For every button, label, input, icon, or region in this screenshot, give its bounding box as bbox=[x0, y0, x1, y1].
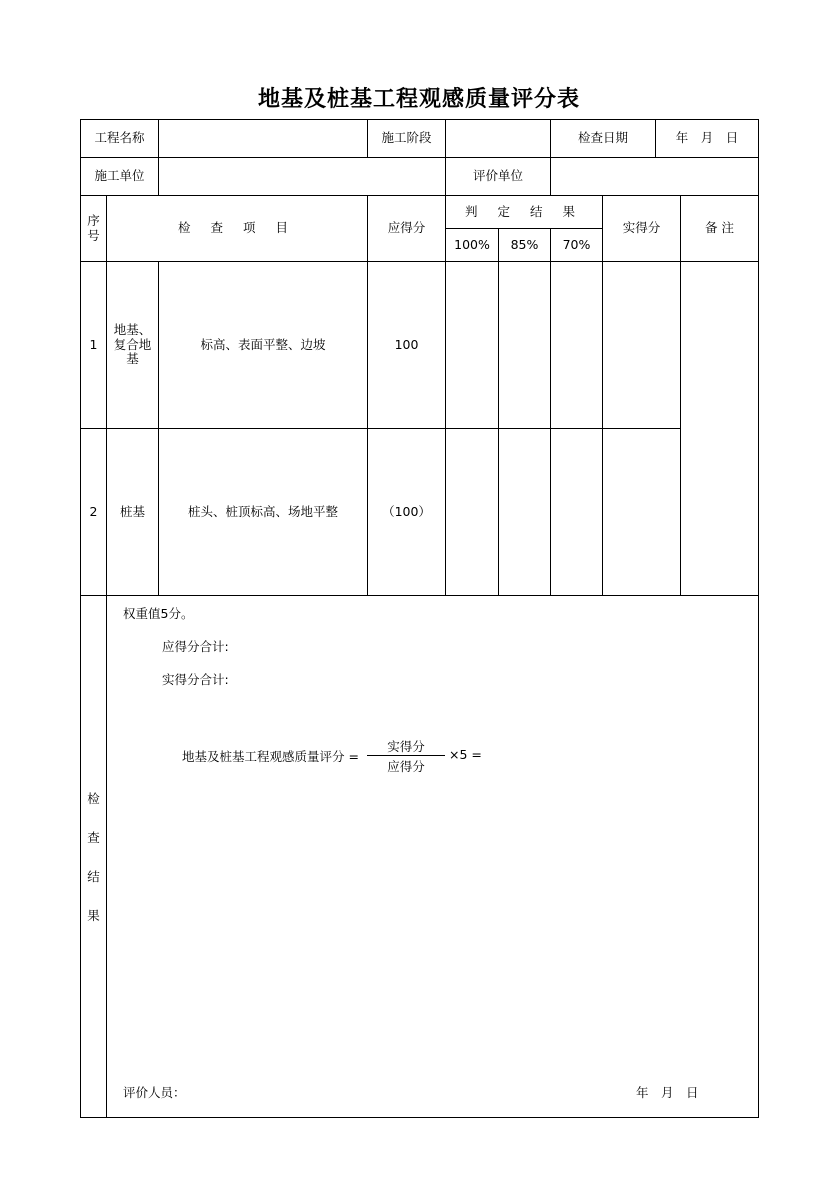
check-date-field[interactable]: 年 月 日 bbox=[655, 119, 759, 158]
formula-lhs: 地基及桩基工程观感质量评分 = bbox=[182, 749, 359, 764]
construction-unit-label: 施工单位 bbox=[80, 157, 159, 196]
row-2-item: 桩头、桩顶标高、场地平整 bbox=[158, 428, 368, 596]
evaluator-label: 评价人员： bbox=[123, 1085, 186, 1100]
project-name-label: 工程名称 bbox=[80, 119, 159, 158]
seq-header: 序号 bbox=[80, 195, 107, 262]
actual-score-header: 实得分 bbox=[602, 195, 681, 262]
row-2-actual-score-cell[interactable] bbox=[602, 428, 681, 596]
row-1-seq: 1 bbox=[80, 261, 107, 429]
project-name-field[interactable] bbox=[158, 119, 368, 158]
row-1-pct70-cell[interactable] bbox=[550, 261, 603, 429]
evaluation-unit-field[interactable] bbox=[550, 157, 759, 196]
stage-label: 施工阶段 bbox=[367, 119, 446, 158]
pct70-header: 70% bbox=[550, 228, 603, 262]
evaluation-date: 年 月 日 bbox=[636, 1085, 699, 1100]
row-1-category: 地基、复合地基 bbox=[106, 261, 159, 429]
result-label: 检查结果 bbox=[80, 595, 107, 1118]
weight-text: 权重值5分。 bbox=[123, 606, 194, 621]
row-2-seq: 2 bbox=[80, 428, 107, 596]
remarks-header: 备 注 bbox=[680, 195, 759, 262]
stage-field[interactable] bbox=[445, 119, 551, 158]
remarks-cell[interactable] bbox=[680, 261, 759, 596]
row-2-category: 桩基 bbox=[106, 428, 159, 596]
formula-denominator: 应得分 bbox=[387, 759, 425, 774]
fraction-bar bbox=[367, 755, 445, 756]
formula-tail: ×5 = bbox=[449, 747, 482, 762]
pct100-header: 100% bbox=[445, 228, 499, 262]
row-1-pct85-cell[interactable] bbox=[498, 261, 551, 429]
row-1-should-score: 100 bbox=[367, 261, 446, 429]
row-1-item: 标高、表面平整、边坡 bbox=[158, 261, 368, 429]
check-date-label: 检查日期 bbox=[550, 119, 656, 158]
actual-total-text: 实得分合计: bbox=[162, 672, 229, 687]
construction-unit-field[interactable] bbox=[158, 157, 446, 196]
item-header: 检 查 项 目 bbox=[106, 195, 368, 262]
should-score-header: 应得分 bbox=[367, 195, 446, 262]
row-1-pct100-cell[interactable] bbox=[445, 261, 499, 429]
judgement-header: 判 定 结 果 bbox=[445, 195, 603, 229]
row-1-actual-score-cell[interactable] bbox=[602, 261, 681, 429]
formula-numerator: 实得分 bbox=[387, 739, 425, 754]
row-2-pct85-cell[interactable] bbox=[498, 428, 551, 596]
should-total-text: 应得分合计: bbox=[162, 639, 229, 654]
row-2-pct100-cell[interactable] bbox=[445, 428, 499, 596]
row-2-should-score: （100） bbox=[367, 428, 446, 596]
row-2-pct70-cell[interactable] bbox=[550, 428, 603, 596]
evaluation-unit-label: 评价单位 bbox=[445, 157, 551, 196]
page-title: 地基及桩基工程观感质量评分表 bbox=[257, 87, 580, 112]
pct85-header: 85% bbox=[498, 228, 551, 262]
